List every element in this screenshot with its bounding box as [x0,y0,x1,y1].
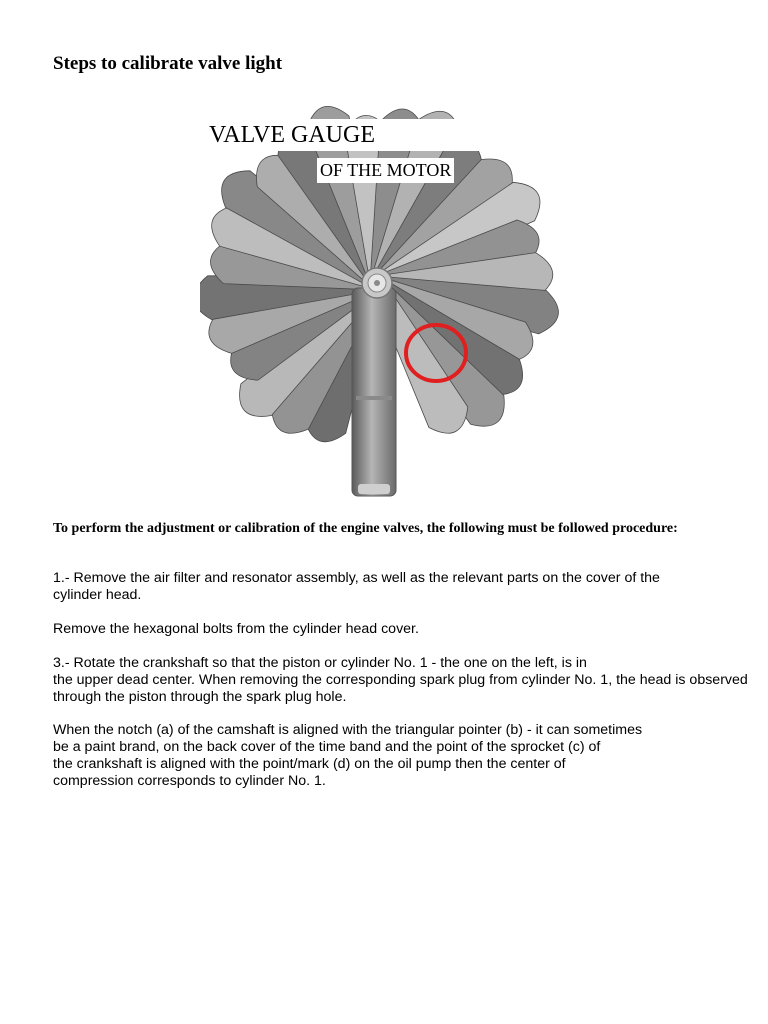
alignment-paragraph [53,722,642,790]
text-line: be a paint brand, on the back cover of the time band and the point of the sprocket (c) of [53,739,601,755]
text-line: When the notch (a) of the camshaft is aligned with the triangular pointer (b) - it can sometimes [53,722,643,738]
text-line: Remove the hexagonal bolts from the cylinder head cover. [53,621,419,637]
text-line: the upper dead center. When removing the corresponding spark plug from cylinder No. 1, the head is observed [53,672,748,688]
intro-procedure-text: To perform the adjustment or calibration of the engine valves, the following must be followed procedure: [53,521,678,536]
step-3-paragraph [53,655,748,706]
text-line: cylinder head. [53,587,142,603]
valve-gauge-figure [200,96,580,500]
figure-caption-subtitle: OF THE MOTOR [317,158,454,183]
feeler-gauge-illustration [200,96,580,500]
page-title: Steps to calibrate valve light [53,53,283,74]
text-line: 1.- Remove the air filter and resonator assembly, as well as the relevant parts on the cover of the [53,570,660,586]
text-line: 3.- Rotate the crankshaft so that the piston or cylinder No. 1 - the one on the left, is in [53,655,587,671]
gauge-handle [352,288,396,496]
step-1-paragraph [53,570,660,604]
bolts-paragraph [53,621,419,638]
text-line: through the piston through the spark plug hole. [53,689,347,705]
text-line: compression corresponds to cylinder No. 1. [53,773,326,789]
pivot-screw [362,268,392,298]
figure-caption-title: VALVE GAUGE [200,119,576,151]
text-line: the crankshaft is aligned with the point/mark (d) on the oil pump then the center of [53,756,566,772]
